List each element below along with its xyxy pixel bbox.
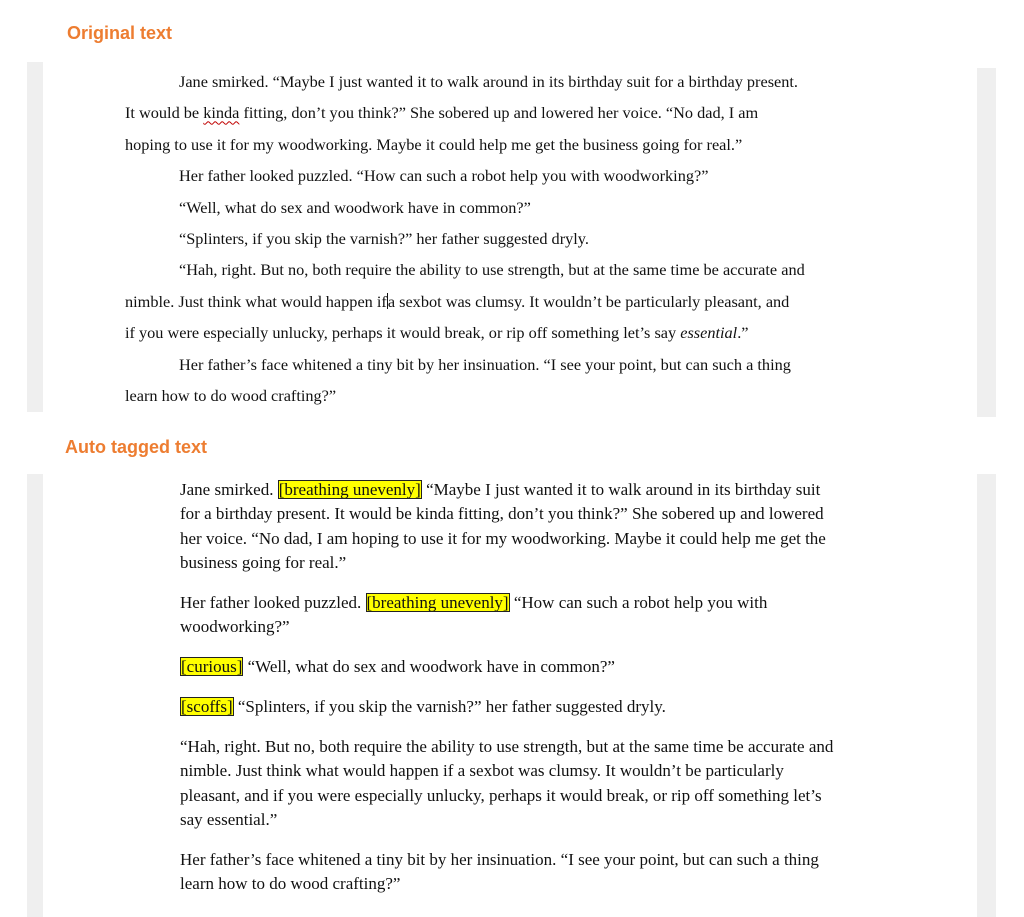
- original-p5-line3: [125, 317, 895, 348]
- original-p6-line1: Her father’s face whitened a tiny bit by her insinuation. “I see your point, but can such a thing: [179, 354, 791, 374]
- auto-tagged-text-heading: Auto tagged text: [65, 437, 207, 457]
- original-paragraph-2: Her father looked puzzled. “How can such a robot help you with woodworking?”: [179, 166, 709, 186]
- tagged-paragraph-1: [180, 478, 835, 575]
- original-p5-line2-start: nimble. Just think what would happen if: [125, 291, 387, 311]
- original-paragraph-5: [125, 254, 895, 285]
- left-gutter-tagged: [27, 474, 43, 917]
- tagged-paragraph-2: [180, 591, 835, 640]
- original-text-block: [125, 66, 895, 411]
- original-p1-line2-end: fitting, don’t you think?” She sobered up and lowered her voice. “No dad, I am: [239, 103, 759, 123]
- original-p1-line1: Jane smirked. “Maybe I just wanted it to walk around in its birthday suit for a birthday present.: [179, 72, 798, 91]
- original-paragraph-1: [125, 66, 895, 97]
- original-p5-line3-start: if you were especially unlucky, perhaps it would break, or rip off something let’s say: [125, 323, 681, 343]
- tagged-paragraph-3: [180, 655, 835, 679]
- left-gutter-original: [27, 62, 43, 412]
- emphasized-word: essential: [680, 323, 738, 343]
- tagged-paragraph-6: Her father’s face whitened a tiny bit by her insinuation. “I see your point, but can such a thing learn how to do wood crafting?”: [180, 850, 819, 894]
- original-p5-line2-end: a sexbot was clumsy. It wouldn’t be particularly pleasant, and: [387, 291, 790, 311]
- right-gutter-original: [977, 68, 996, 417]
- original-p1-line2-start: It would be: [125, 103, 204, 123]
- emotion-tag: [scoffs]: [181, 697, 233, 717]
- original-paragraph-3: “Well, what do sex and woodwork have in common?”: [179, 197, 531, 217]
- tagged-p3-text: “Well, what do sex and woodwork have in common?”: [243, 657, 615, 677]
- tagged-p4-text: “Splinters, if you skip the varnish?” her father suggested dryly.: [233, 697, 666, 717]
- original-p1-continuation: [125, 97, 895, 128]
- tagged-p2-text: “How can such a robot help you with woodworking?”: [180, 592, 768, 637]
- original-p1-line3: hoping to use it for my woodworking. Maybe it could help me get the business going for real.”: [125, 134, 743, 154]
- original-text-heading: Original text: [67, 23, 173, 43]
- original-p5-line2: [125, 286, 895, 317]
- tagged-p2-prefix: Her father looked puzzled.: [180, 592, 366, 612]
- tagged-text-block: [180, 478, 835, 912]
- original-paragraph-4: “Splinters, if you skip the varnish?” her father suggested dryly.: [179, 229, 589, 249]
- original-p5-line1: “Hah, right. But no, both require the ability to use strength, but at the same time be accurate and: [179, 260, 805, 280]
- tagged-paragraph-4: [180, 695, 835, 719]
- original-p5-line3-end: .”: [737, 323, 749, 343]
- misspelled-word[interactable]: kinda: [203, 103, 240, 123]
- original-p6-line2: learn how to do wood crafting?”: [125, 386, 337, 406]
- emotion-tag: [curious]: [181, 657, 243, 677]
- emotion-tag: [breathing unevenly]: [278, 480, 421, 499]
- original-paragraph-6: [125, 349, 895, 380]
- right-gutter-tagged: [977, 474, 996, 917]
- emotion-tag: [breathing unevenly]: [366, 592, 509, 612]
- tagged-p1-text: “Maybe I just wanted it to walk around in its birthday suit for a birthday present. It would be kinda fitting, don’t you think?” She sobered up and lowered her voice. “No dad, I am hoping to use it for my woodworking. Maybe it could help me get the business going for real.”: [180, 480, 826, 572]
- tagged-paragraph-5: “Hah, right. But no, both require the ability to use strength, but at the same time be accurate and nimble. Just think what would happen if a sexbot was clumsy. It wouldn’t be particularly pleasant, and if you were especially unlucky, perhaps it would break, or rip off something let’s say essential.”: [180, 737, 834, 830]
- tagged-p1-prefix: Jane smirked.: [180, 480, 278, 499]
